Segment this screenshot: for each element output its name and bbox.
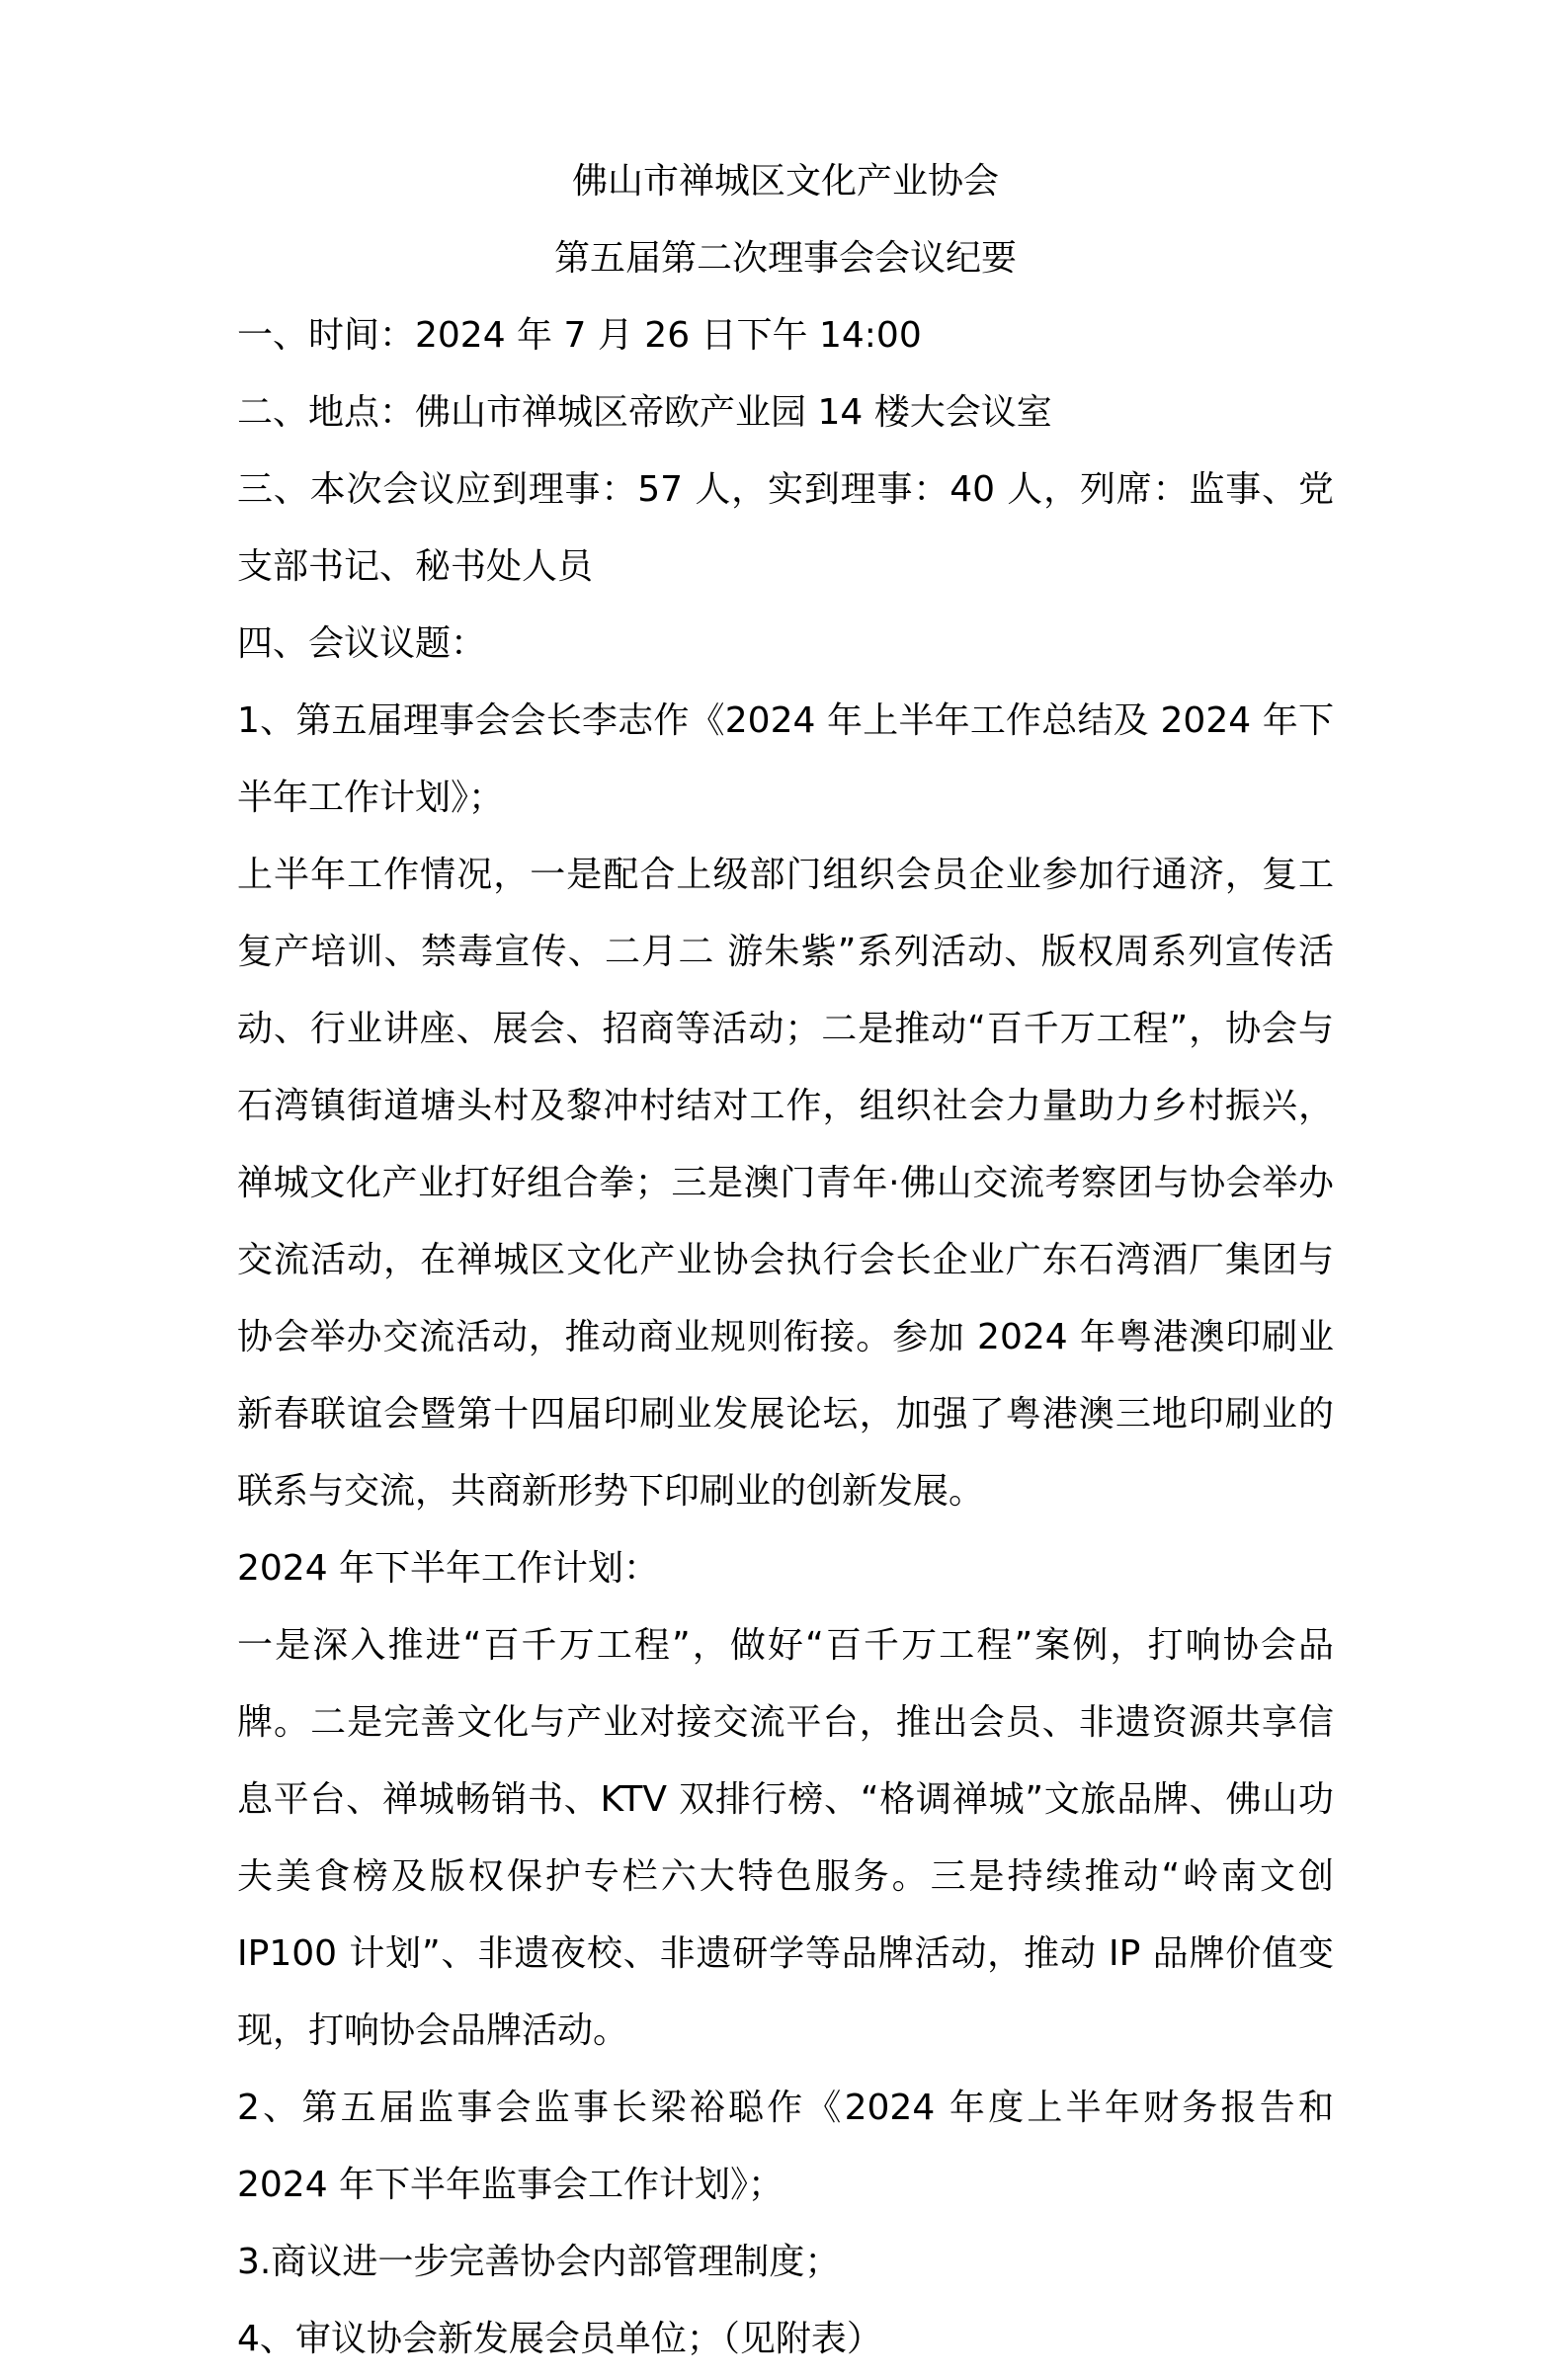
- meeting-topics-heading: 四、会议议题：: [237, 623, 487, 664]
- document-title-line-2: 第五届第二次理事会会议纪要: [553, 238, 1017, 279]
- topic-1: 1、第五届理事会会长李志作《2024 年上半年工作总结及 2024 年下半年工作计划》；: [237, 700, 1334, 818]
- meeting-time: 一、时间：2024 年 7 月 26 日下午 14:00: [237, 315, 922, 356]
- document-title-line-1: 佛山市禅城区文化产业协会: [571, 161, 999, 202]
- topic-2: 2、第五届监事会监事长梁裕聪作《2024 年度上半年财务报告和 2024 年下半年监事会工作计划》；: [237, 2088, 1334, 2205]
- meeting-location: 二、地点：佛山市禅城区帝欧产业园 14 楼大会议室: [237, 392, 1052, 433]
- first-half-work-summary: 上半年工作情况，一是配合上级部门组织会员企业参加行通济，复工复产培训、禁毒宣传、二月二 游朱紫”系列活动、版权周系列宣传活动、行业讲座、展会、招商等活动；二是推动“百千万工程”，协会与石湾镇街道塘头村及黎冲村结对工作，组织社会力量助力乡村振兴，禅城文化产业打好组合拳；三是澳门青年·佛山交流考察团与协会举办交流活动，在禅城区文化产业协会执行会长企业广东石湾酒厂集团与协会举办交流活动，推动商业规则衔接。参加 2024 年粤港澳印刷业新春联谊会暨第十四届印刷业发展论坛，加强了粤港澳三地印刷业的联系与交流，共商新形势下印刷业的创新发展。: [237, 855, 1334, 1512]
- document-page: [237, 143, 1334, 2378]
- topic-3: 3.商议进一步完善协会内部管理制度；: [237, 2242, 841, 2282]
- second-half-plan-heading: 2024 年下半年工作计划：: [237, 1548, 660, 1589]
- topic-4: 4、审议协会新发展会员单位；（见附表）: [237, 2319, 882, 2359]
- meeting-attendance: 三、本次会议应到理事：57 人，实到理事：40 人，列席：监事、党支部书记、秘书处人员: [237, 469, 1334, 587]
- second-half-plan-body: 一是深入推进“百千万工程”，做好“百千万工程”案例，打响协会品牌。二是完善文化与产业对接交流平台，推出会员、非遗资源共享信息平台、禅城畅销书、KTV 双排行榜、“格调禅城”文旅品牌、佛山功夫美食榜及版权保护专栏六大特色服务。三是持续推动“岭南文创 IP100 计划”、非遗夜校、非遗研学等品牌活动，推动 IP 品牌价值变现，打响协会品牌活动。: [237, 1625, 1334, 2051]
